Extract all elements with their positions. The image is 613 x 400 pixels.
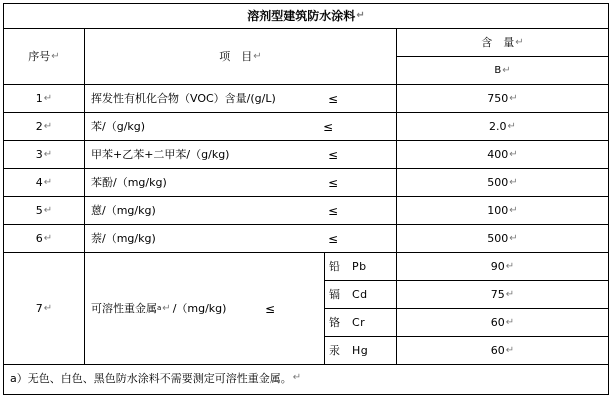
seq-cell-heavy-metal: 7 ↵ — [4, 253, 85, 365]
table-title: 溶剂型建筑防水涂料 — [247, 9, 356, 23]
paragraph-mark-icon: ↵ — [253, 50, 262, 62]
item-cell-heavy-metal: 可溶性重金属 a ↵ /（mg/kg) ≤ — [85, 253, 325, 365]
table-title-cell — [4, 4, 608, 29]
standard-table — [3, 3, 609, 395]
metal-value-cell: 60 ↵ — [397, 309, 608, 337]
le-symbol: ≤ — [328, 147, 339, 162]
value-cell: 2.0 ↵ — [397, 113, 608, 141]
seq-cell: 4 ↵ — [4, 169, 85, 197]
le-symbol: ≤ — [328, 231, 339, 246]
item-cell: 苯/（g/kg) ≤ — [85, 113, 397, 141]
item-cell: 苯酚/（mg/kg) ≤ — [85, 169, 397, 197]
paragraph-mark-icon: ↵ — [356, 10, 365, 21]
value-cell: 500 ↵ — [397, 169, 608, 197]
le-symbol: ≤ — [323, 119, 334, 134]
paragraph-mark-icon: ↵ — [515, 36, 524, 48]
le-symbol: ≤ — [328, 91, 339, 106]
metal-value-cell: 75 ↵ — [397, 281, 608, 309]
metal-name-cell: 铅 Pb — [325, 253, 397, 281]
footnote-ref: a — [157, 304, 162, 312]
item-cell: 萘/（mg/kg) ≤ — [85, 225, 397, 253]
header-item: 项 目 ↵ — [85, 29, 397, 85]
value-cell: 400 ↵ — [397, 141, 608, 169]
paragraph-mark-icon: ↵ — [502, 64, 511, 76]
seq-cell: 5 ↵ — [4, 197, 85, 225]
seq-cell: 1 ↵ — [4, 85, 85, 113]
le-symbol: ≤ — [328, 175, 339, 190]
seq-cell: 2 ↵ — [4, 113, 85, 141]
metal-name-cell: 汞 Hg — [325, 337, 397, 365]
le-symbol: ≤ — [265, 301, 276, 316]
metal-value-cell: 90 ↵ — [397, 253, 608, 281]
value-cell: 100 ↵ — [397, 197, 608, 225]
metal-value-cell: 60 ↵ — [397, 337, 608, 365]
item-cell: 甲苯+乙苯+二甲苯/（g/kg) ≤ — [85, 141, 397, 169]
seq-cell: 3 ↵ — [4, 141, 85, 169]
metal-name-cell: 镉 Cd — [325, 281, 397, 309]
header-seq: 序号 ↵ — [4, 29, 85, 85]
le-symbol: ≤ — [328, 203, 339, 218]
value-cell: 500 ↵ — [397, 225, 608, 253]
seq-cell: 6 ↵ — [4, 225, 85, 253]
item-cell: 蒽/（mg/kg) ≤ — [85, 197, 397, 225]
header-grade: B ↵ — [397, 57, 608, 85]
header-content: 含 量 ↵ — [397, 29, 608, 57]
value-cell: 750 ↵ — [397, 85, 608, 113]
paragraph-mark-icon: ↵ — [51, 50, 60, 62]
footnote: a）无色、白色、黑色防水涂料不需要测定可溶性重金属。 ↵ — [10, 371, 302, 385]
item-cell: 挥发性有机化合物（VOC）含量/(g/L) ≤ — [85, 85, 397, 113]
metal-name-cell: 铬 Cr — [325, 309, 397, 337]
